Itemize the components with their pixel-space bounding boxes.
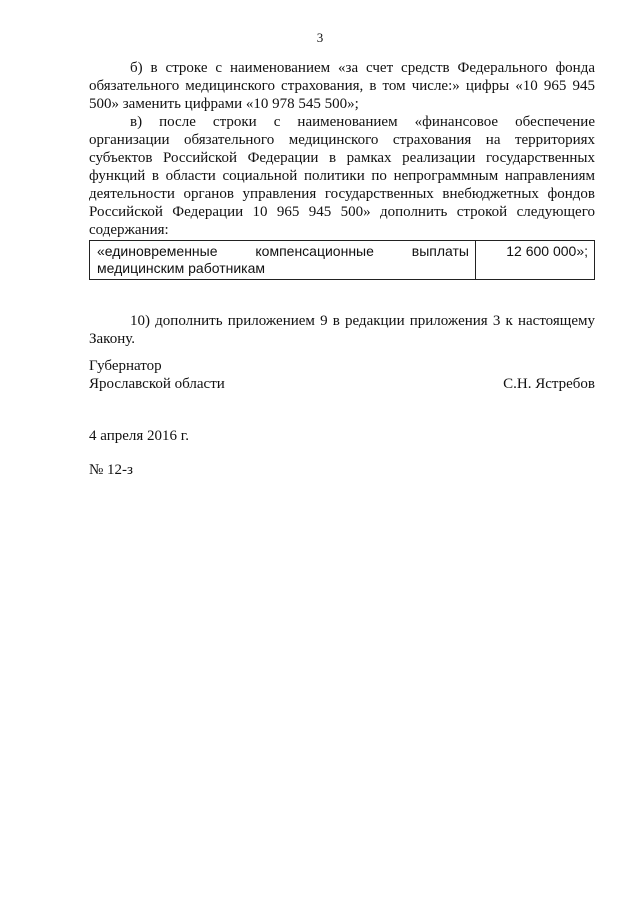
document-body — [89, 59, 595, 348]
insert-table — [89, 240, 595, 280]
signature-row — [89, 375, 595, 393]
document-number: № 12-з — [89, 462, 133, 478]
signature-title-line2: Ярославской области — [89, 376, 225, 392]
signature-block — [89, 357, 595, 393]
table-row — [90, 241, 595, 280]
page-number: 3 — [316, 30, 324, 45]
document-date: 4 апреля 2016 г. — [89, 428, 189, 444]
paragraph-v: в) после строки с наименованием «финансовое обеспечение организации обязательного медицинского страхования на территориях субъектов Российской Федерации в рамках реализации государственных функций в области социальной политики по непрограммным направлениям деятельности органов управления государственных внебюджетных фондов Российской Федерации 10 965 945 500» дополнить строкой следующего содержания: — [89, 114, 595, 238]
paragraph-b: б) в строке с наименованием «за счет средств Федерального фонда обязательного медицинского страхования, в том числе:» цифры «10 965 945 500» заменить цифрами «10 978 545 500»; — [89, 60, 595, 112]
table-cell-name: «единовременные компенсационные выплаты медицинским работникам — [90, 241, 476, 280]
signatory-name: С.Н. Ястребов — [503, 376, 595, 392]
paragraph-10: 10) дополнить приложением 9 в редакции приложения 3 к настоящему Закону. — [89, 313, 595, 347]
table-cell-amount: 12 600 000»; — [476, 241, 595, 280]
signature-title-line1: Губернатор — [89, 358, 162, 374]
